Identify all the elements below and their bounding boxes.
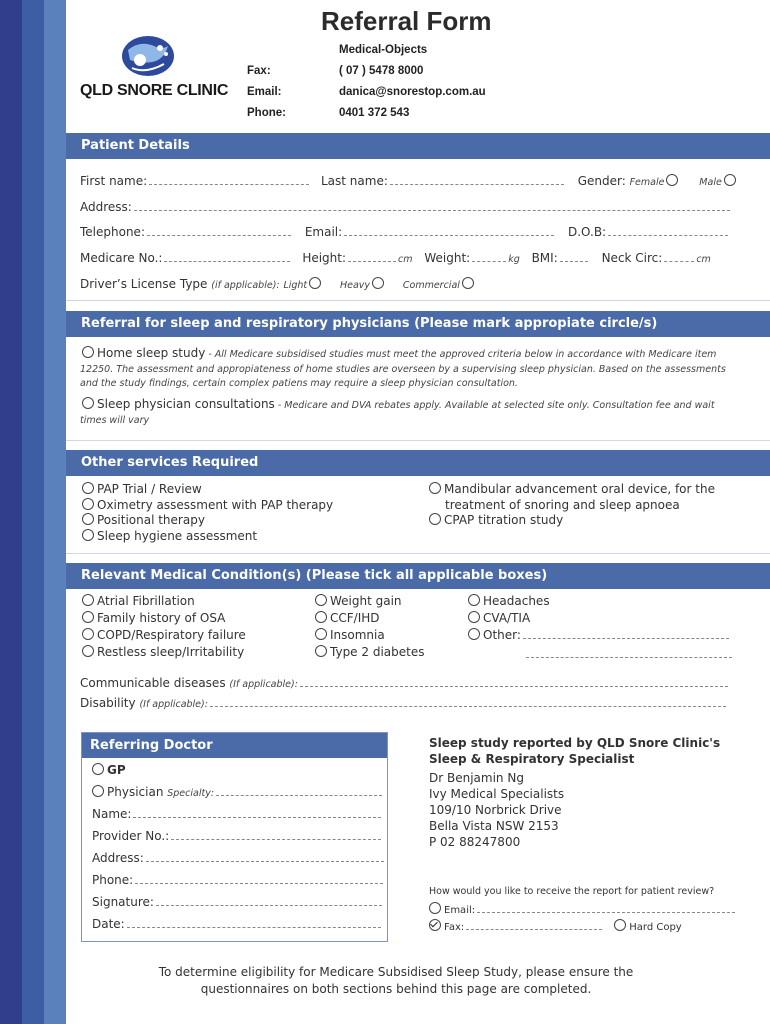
condition-item xyxy=(466,594,550,608)
specialty-label: Specialty: xyxy=(167,788,215,799)
service-radio[interactable] xyxy=(429,482,441,494)
specialty-field[interactable] xyxy=(216,785,382,796)
clinic-logo xyxy=(80,34,240,104)
weight-field[interactable] xyxy=(472,251,506,262)
condition-checkbox[interactable] xyxy=(315,645,327,657)
gp-option xyxy=(90,763,126,777)
license-label: Driver’s License Type xyxy=(80,277,208,291)
contact-row xyxy=(80,225,730,239)
weight-label: Weight: xyxy=(424,251,471,265)
service-item xyxy=(427,482,715,496)
gender-label: Gender: xyxy=(577,174,626,188)
service-radio[interactable] xyxy=(82,498,94,510)
height-field[interactable] xyxy=(348,251,396,262)
section-divider xyxy=(66,300,770,301)
condition-label: Type 2 diabetes xyxy=(330,645,425,659)
last-name-field[interactable] xyxy=(390,174,564,185)
condition-item xyxy=(80,611,225,625)
patient-details-header: Patient Details xyxy=(66,133,770,159)
condition-label: Restless sleep/Irritability xyxy=(97,645,245,659)
home-sleep-study-label: Home sleep study xyxy=(97,346,206,360)
service-item xyxy=(80,498,333,512)
doctor-address-label: Address: xyxy=(92,851,144,865)
light-radio[interactable] xyxy=(309,277,321,289)
commercial-label: Commercial xyxy=(402,280,460,291)
report-fax-row xyxy=(427,919,682,933)
female-label: Female xyxy=(629,177,665,188)
footer-line-1: To determine eligibility for Medicare Subsidised Sleep Study, please ensure the xyxy=(158,965,634,979)
service-radio[interactable] xyxy=(82,482,94,494)
other-condition-field-2[interactable] xyxy=(526,647,732,658)
footer-note xyxy=(126,964,666,998)
footer-line-2: questionnaires on both sections behind this page are completed. xyxy=(200,982,592,996)
referring-doctor-box xyxy=(81,732,388,942)
report-email-row xyxy=(427,902,737,916)
clinic-name: QLD SNORE CLINIC xyxy=(80,82,229,99)
condition-checkbox[interactable] xyxy=(468,611,480,623)
heavy-radio[interactable] xyxy=(372,277,384,289)
report-email-radio[interactable] xyxy=(429,902,441,914)
condition-item xyxy=(313,628,385,642)
report-email-field[interactable] xyxy=(477,902,735,913)
service-item xyxy=(80,529,257,543)
license-row xyxy=(80,277,477,291)
service-label-continued: treatment of snoring and sleep apnoea xyxy=(445,498,680,512)
female-radio[interactable] xyxy=(666,174,678,186)
page-title: Referral Form xyxy=(321,6,492,36)
doctor-address-row xyxy=(92,851,386,865)
specialist-heading-2: Sleep & Respiratory Specialist xyxy=(429,752,635,766)
name-row xyxy=(80,174,739,188)
address-label: Address: xyxy=(80,200,132,214)
signature-field[interactable] xyxy=(156,895,382,906)
condition-label: CVA/TIA xyxy=(483,611,531,625)
home-sleep-study-note: - All Medicare subsidised studies must meet the approved criteria below in accordance with Medicare item 12250. The assessment and appropiateness of home studies are overseen by a supervising sleep physician. Based on the assessments and the study findings, certain complex patiens may require a sleep physician consultation. xyxy=(80,349,726,389)
specialist-line: Dr Benjamin Ng xyxy=(429,771,524,785)
date-row xyxy=(92,917,383,931)
condition-checkbox[interactable] xyxy=(315,594,327,606)
condition-label: Weight gain xyxy=(330,594,402,608)
section-divider xyxy=(66,553,770,554)
communicable-field[interactable] xyxy=(300,676,728,687)
patient-email-label: Email: xyxy=(304,225,343,239)
physician-radio[interactable] xyxy=(92,785,104,797)
disability-row xyxy=(80,696,728,710)
doctor-name-row xyxy=(92,807,383,821)
bmi-field[interactable] xyxy=(560,251,588,262)
side-stripe-mid xyxy=(22,0,44,1024)
signature-row xyxy=(92,895,384,909)
condition-item xyxy=(80,628,246,642)
first-name-field[interactable] xyxy=(149,174,309,185)
disability-label: Disability xyxy=(80,696,136,710)
service-label: Mandibular advancement oral device, for the xyxy=(444,482,715,496)
heavy-label: Heavy xyxy=(339,280,371,291)
side-stripe-dark xyxy=(0,0,22,1024)
dob-label: D.O.B: xyxy=(568,225,607,239)
service-label: CPAP titration study xyxy=(444,513,564,527)
communicable-if-applicable: (If applicable): xyxy=(229,679,298,690)
home-sleep-study-option xyxy=(80,346,740,391)
provider-label: Provider No.: xyxy=(92,829,170,843)
service-item xyxy=(80,513,205,527)
telephone-label: Telephone: xyxy=(80,225,145,239)
referral-header: Referral for sleep and respiratory physicians (Please mark appropiate circle/s) xyxy=(66,311,770,337)
service-label: PAP Trial / Review xyxy=(97,482,202,496)
specialist-heading-1: Sleep study reported by QLD Snore Clinic's xyxy=(429,736,721,750)
home-sleep-study-radio[interactable] xyxy=(82,346,94,358)
date-label: Date: xyxy=(92,917,125,931)
date-field[interactable] xyxy=(127,917,381,928)
specialist-line: 109/10 Norbrick Drive xyxy=(429,803,562,817)
condition-checkbox[interactable] xyxy=(82,645,94,657)
condition-checkbox[interactable] xyxy=(468,628,480,640)
gp-radio[interactable] xyxy=(92,763,104,775)
doctor-phone-field[interactable] xyxy=(135,873,383,884)
report-fax-radio[interactable] xyxy=(429,919,441,931)
last-name-label: Last name: xyxy=(320,174,388,188)
doctor-name-label: Name: xyxy=(92,807,132,821)
condition-item xyxy=(80,594,195,608)
neck-field[interactable] xyxy=(664,251,694,262)
condition-label: CCF/IHD xyxy=(330,611,380,625)
report-email-label: Email: xyxy=(444,905,476,916)
gp-label: GP xyxy=(107,763,126,777)
specialist-line: Bella Vista NSW 2153 xyxy=(429,819,559,833)
condition-label: Insomnia xyxy=(330,628,385,642)
communicable-label: Communicable diseases xyxy=(80,676,226,690)
light-label: Light xyxy=(283,280,308,291)
section-divider xyxy=(66,440,770,441)
doctor-phone-label: Phone: xyxy=(92,873,134,887)
condition-label: Family history of OSA xyxy=(97,611,226,625)
clinic-org: Medical-Objects xyxy=(339,44,428,56)
condition-item xyxy=(80,645,244,659)
bmi-label: BMI: xyxy=(531,251,558,265)
height-label: Height: xyxy=(302,251,347,265)
service-label: Positional therapy xyxy=(97,513,205,527)
condition-checkbox[interactable] xyxy=(315,628,327,640)
report-fax-label: Fax: xyxy=(444,922,465,933)
height-unit: cm xyxy=(398,254,413,265)
disability-if-applicable: (If applicable): xyxy=(139,699,208,710)
service-radio[interactable] xyxy=(429,513,441,525)
service-radio[interactable] xyxy=(82,529,94,541)
condition-item xyxy=(466,628,731,642)
male-label: Male xyxy=(699,177,722,188)
condition-checkbox[interactable] xyxy=(82,611,94,623)
license-if-applicable: (if applicable): xyxy=(211,280,280,291)
condition-checkbox[interactable] xyxy=(468,594,480,606)
service-radio[interactable] xyxy=(82,513,94,525)
condition-item xyxy=(313,645,424,659)
report-question: How would you like to receive the report for patient review? xyxy=(429,886,715,897)
physician-consult-radio[interactable] xyxy=(82,397,94,409)
condition-checkbox[interactable] xyxy=(82,594,94,606)
condition-item xyxy=(466,611,530,625)
referring-doctor-header: Referring Doctor xyxy=(82,733,387,758)
physician-consult-note: - Medicare and DVA rebates apply. Available at selected site only. Consultation fee and wait times will vary xyxy=(80,400,715,426)
email-label: Email: xyxy=(247,86,282,98)
conditions-header: Relevant Medical Condition(s) (Please tick all applicable boxes) xyxy=(66,563,770,589)
neck-label: Neck Circ: xyxy=(601,251,663,265)
provider-field[interactable] xyxy=(171,829,381,840)
medicare-field[interactable] xyxy=(164,251,290,262)
physician-consult-label: Sleep physician consultations xyxy=(97,397,275,411)
service-item xyxy=(80,482,202,496)
physician-consult-option xyxy=(80,397,740,427)
male-radio[interactable] xyxy=(724,174,736,186)
hard-copy-radio[interactable] xyxy=(614,919,626,931)
doctor-name-field[interactable] xyxy=(133,807,381,818)
hard-copy-label: Hard Copy xyxy=(629,922,682,933)
services-header: Other services Required xyxy=(66,450,770,476)
measurements-row xyxy=(80,251,711,265)
neck-unit: cm xyxy=(696,254,711,265)
condition-label: Atrial Fibrillation xyxy=(97,594,195,608)
condition-item xyxy=(313,611,380,625)
medicare-label: Medicare No.: xyxy=(80,251,163,265)
side-stripe-light xyxy=(44,0,66,1024)
service-label: Oximetry assessment with PAP therapy xyxy=(97,498,334,512)
weight-unit: kg xyxy=(508,254,520,265)
physician-label: Physician xyxy=(107,785,164,799)
physician-option xyxy=(90,785,384,799)
disability-field[interactable] xyxy=(210,696,726,707)
service-label: Sleep hygiene assessment xyxy=(97,529,258,543)
phone-label: Phone: xyxy=(247,107,286,119)
doctor-phone-row xyxy=(92,873,385,887)
phone-value: 0401 372 543 xyxy=(339,107,410,119)
address-row xyxy=(80,200,732,214)
condition-checkbox[interactable] xyxy=(315,611,327,623)
signature-label: Signature: xyxy=(92,895,154,909)
email-value: danica@snorestop.com.au xyxy=(339,86,486,98)
fax-value: ( 07 ) 5478 8000 xyxy=(339,65,424,77)
telephone-field[interactable] xyxy=(147,225,291,236)
specialist-line: Ivy Medical Specialists xyxy=(429,787,565,801)
condition-item xyxy=(313,594,402,608)
condition-label: Headaches xyxy=(483,594,550,608)
dob-field[interactable] xyxy=(608,225,728,236)
report-fax-field[interactable] xyxy=(466,919,602,930)
first-name-label: First name: xyxy=(80,174,148,188)
commercial-radio[interactable] xyxy=(462,277,474,289)
condition-checkbox[interactable] xyxy=(82,628,94,640)
patient-email-field[interactable] xyxy=(344,225,554,236)
other-condition-line-2 xyxy=(524,647,734,661)
doctor-address-field[interactable] xyxy=(146,851,384,862)
address-field[interactable] xyxy=(134,200,730,211)
fax-label: Fax: xyxy=(247,65,271,77)
condition-label: COPD/Respiratory failure xyxy=(97,628,246,642)
condition-label: Other: xyxy=(483,628,521,642)
form-page xyxy=(66,0,770,1024)
communicable-row xyxy=(80,676,730,690)
specialist-line: P 02 88247800 xyxy=(429,835,521,849)
other-condition-field[interactable] xyxy=(523,628,729,639)
service-item xyxy=(427,513,563,527)
clinic-logo-icon xyxy=(80,34,240,82)
provider-row xyxy=(92,829,383,843)
